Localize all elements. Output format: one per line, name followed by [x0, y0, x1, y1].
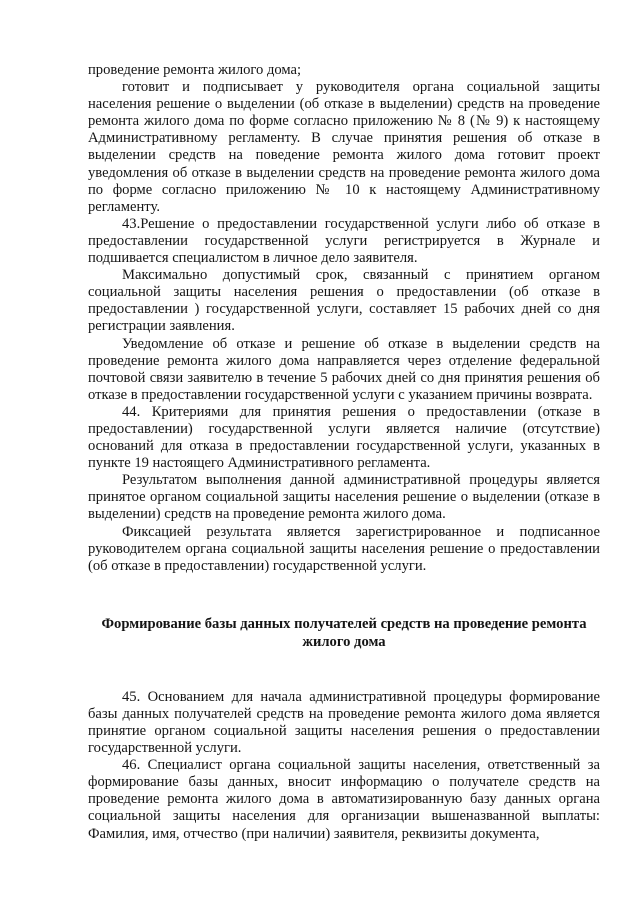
paragraph-refusal-notice: Уведомление об отказе и решение об отказе в выделении средств на проведение ремонта жилого дома направляется через отделение федеральной почтовой связи заявителю в течение 5 рабочих дней со дня принятия решения об отказе в предоставлении государственной услуги с указанием причины возврата. — [88, 335, 600, 403]
paragraph-max-term: Максимально допустимый срок, связанный с принятием органом социальной защиты населения решения о предоставлении (об отказе в предоставлении ) государственной услуги, составляет 15 рабочих дней со дня регистрации заявления. — [88, 267, 600, 335]
paragraph-prepares-decision: готовит и подписывает у руководителя органа социальной защиты населения решение о выделении (об отказе в выделении) средств на проведение ремонта жилого дома по форме согласно приложению № 8 (№ 9) к настоящему Административному регламенту. В случае принятия решения об отказе в выделении средств на поведение ремонта жилого дома готовит проект уведомления об отказе в выделении средств на проведение ремонта жилого дома по форме согласно приложению № 10 к настоящему Административному регламенту. — [88, 79, 600, 215]
document-page — [88, 62, 600, 843]
paragraph-result: Результатом выполнения данной административной процедуры является принятое органом социальной защиты населения решение о выделении (отказе в выделении) средств на проведение ремонта жилого дома. — [88, 472, 600, 523]
paragraph-fixation: Фиксацией результата является зарегистрированное и подписанное руководителем органа социальной защиты населения решение о предоставлении (об отказе в предоставлении) государственной услуги. — [88, 523, 600, 574]
paragraph-46: 46. Специалист органа социальной защиты населения, ответственный за формирование базы данных, вносит информацию о получателе средств на проведение ремонта жилого дома в автоматизированную базу данных органа социальной защиты населения для организации вышеназванной выплаты: Фамилия, имя, отчество (при наличии) заявителя, реквизиты документа, — [88, 757, 600, 842]
paragraph-44: 44. Критериями для принятия решения о предоставлении (отказе в предоставлении) государственной услуги является наличие (отсутствие) оснований для отказа в предоставлении государственной услуги, указанных в пункте 19 настоящего Административного регламента. — [88, 403, 600, 472]
paragraph-43: 43.Решение о предоставлении государственной услуги либо об отказе в предоставлении государственной услуги регистрируется в Журнале и подшивается специалистом в личное дело заявителя. — [88, 215, 600, 267]
paragraph-continuation: проведение ремонта жилого дома; — [88, 62, 302, 78]
section-heading: Формирование базы данных получателей средств на проведение ремонта жилого дома — [101, 615, 587, 650]
paragraph-45: 45. Основанием для начала административной процедуры формирование базы данных получателей средств на проведение ремонта жилого дома является принятие органом социальной защиты населения решения о предоставлении государственной услуги. — [88, 688, 600, 757]
